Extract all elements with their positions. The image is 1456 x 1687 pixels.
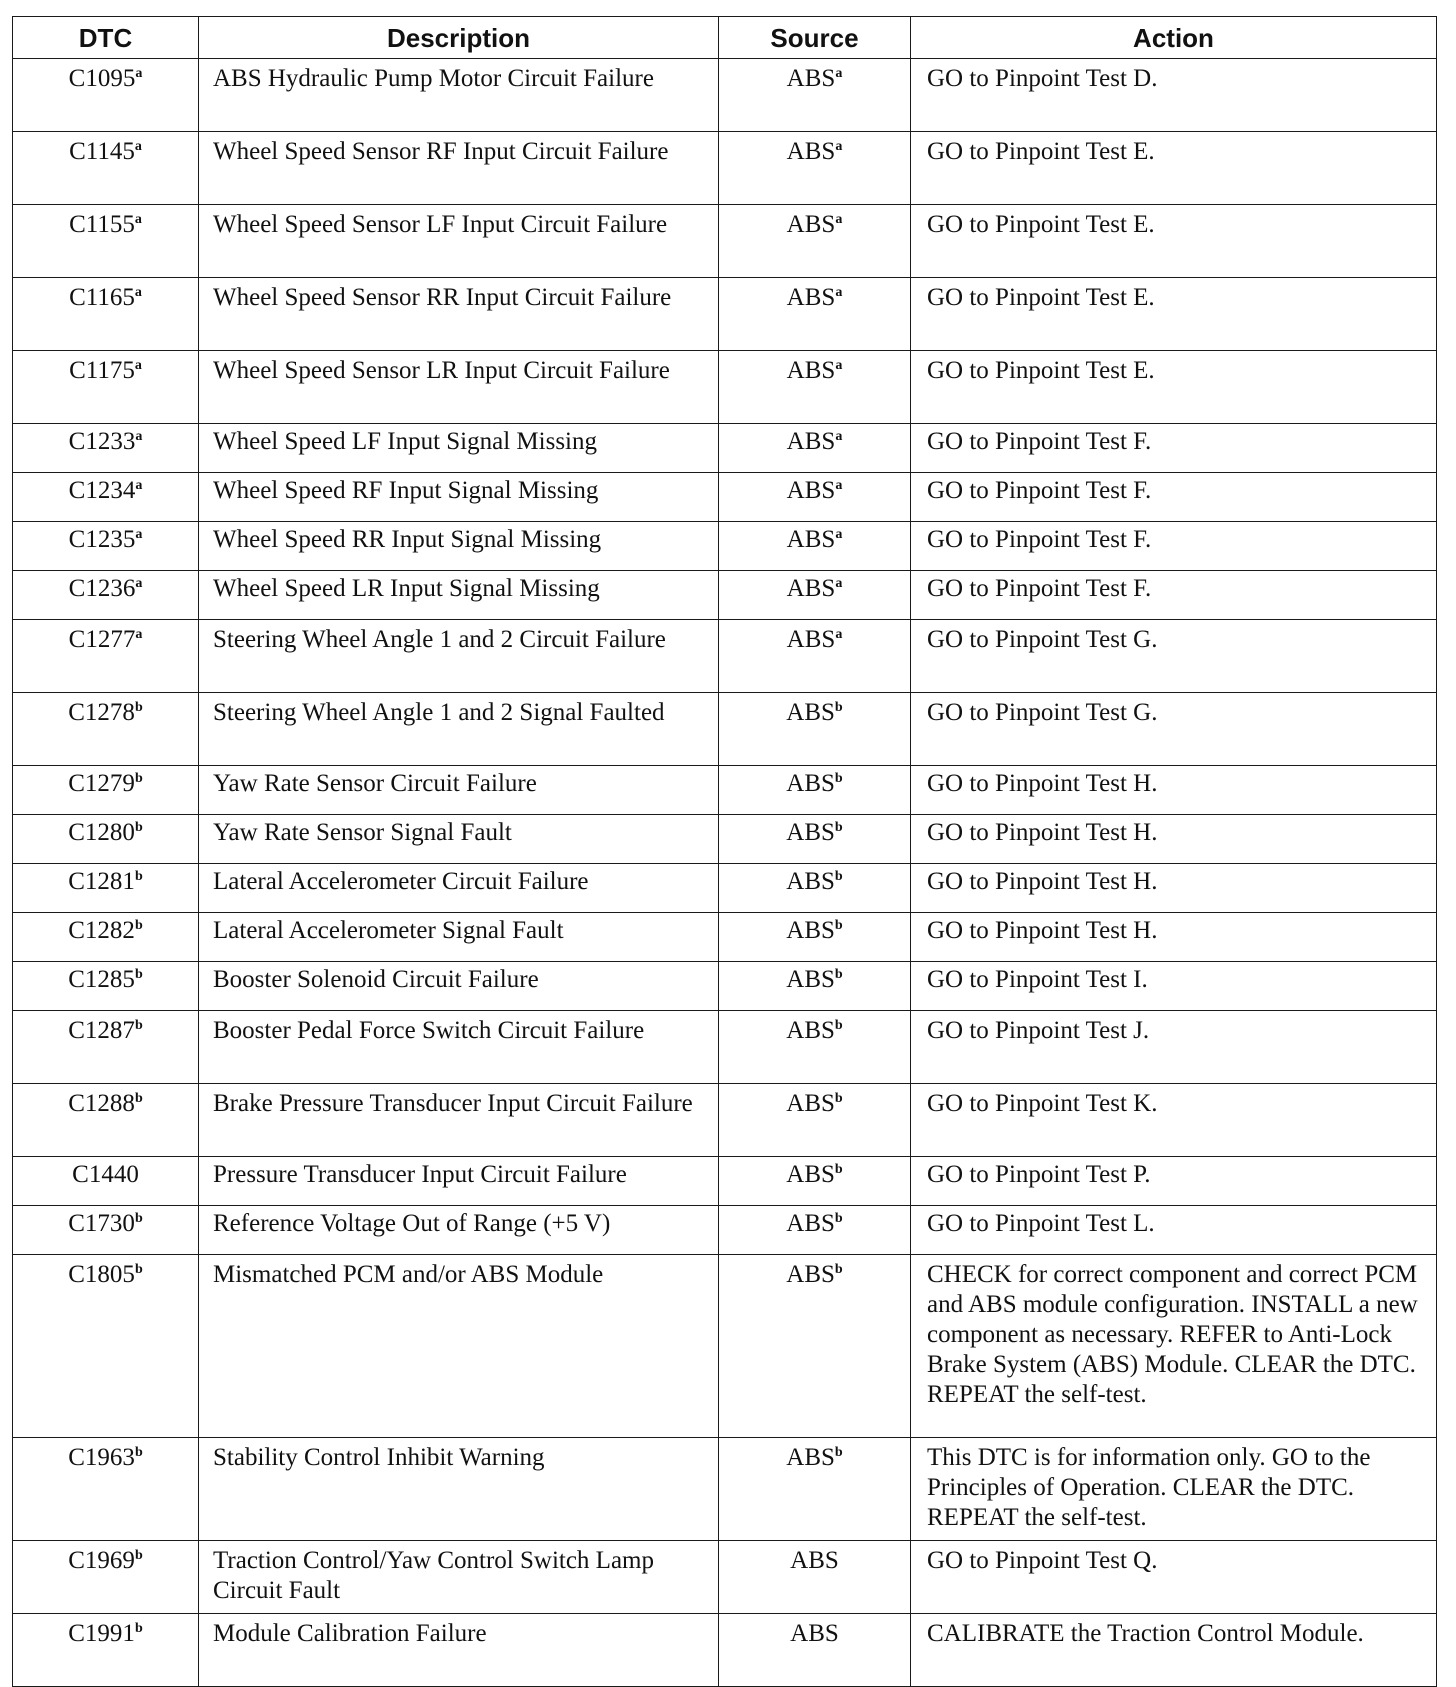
dtc-cell — [13, 1614, 199, 1687]
table-row — [13, 1614, 1437, 1687]
action-text: GO to Pinpoint Test H. — [927, 819, 1158, 846]
source-cell — [719, 59, 911, 132]
source-footnote: b — [834, 1018, 843, 1033]
description-text: Wheel Speed Sensor LF Input Circuit Failure — [213, 211, 668, 238]
dtc-code: C1991 — [68, 1620, 135, 1647]
dtc-cell — [13, 1438, 199, 1541]
action-text: GO to Pinpoint Test H. — [927, 868, 1158, 895]
dtc-code: C1730 — [68, 1210, 135, 1237]
source-cell — [719, 962, 911, 1011]
table-row — [13, 1157, 1437, 1206]
dtc-code: C1234 — [68, 477, 136, 504]
dtc-code: C1805 — [68, 1261, 135, 1288]
description-text: Wheel Speed LF Input Signal Missing — [213, 428, 597, 455]
dtc-cell — [13, 1255, 199, 1438]
source-cell — [719, 913, 911, 962]
dtc-code: C1280 — [68, 819, 135, 846]
dtc-code: C1155 — [69, 211, 135, 238]
action-cell — [911, 766, 1437, 815]
source-footnote: b — [834, 1445, 843, 1460]
action-cell — [911, 59, 1437, 132]
dtc-cell — [13, 1084, 199, 1157]
action-text: This DTC is for information only. GO to the Principles of Operation. CLEAR the DTC. REPEAT the self-test. — [927, 1444, 1371, 1531]
source-footnote: a — [835, 478, 843, 493]
description-cell — [199, 864, 719, 913]
action-cell — [911, 1614, 1437, 1687]
dtc-footnote: b — [134, 1018, 143, 1033]
dtc-footnote: a — [134, 285, 142, 300]
description-cell — [199, 424, 719, 473]
source-footnote: a — [835, 576, 843, 591]
source-footnote: b — [834, 700, 843, 715]
dtc-footnote: a — [134, 212, 142, 227]
action-cell — [911, 913, 1437, 962]
header-action: Action — [911, 17, 1437, 59]
dtc-footnote: b — [134, 1548, 143, 1563]
dtc-code: C1235 — [68, 526, 136, 553]
dtc-footnote: b — [134, 918, 143, 933]
source-footnote: a — [835, 627, 843, 642]
action-cell — [911, 1206, 1437, 1255]
description-cell — [199, 1011, 719, 1084]
dtc-code: C1278 — [68, 699, 135, 726]
action-cell — [911, 693, 1437, 766]
description-cell — [199, 1541, 719, 1614]
dtc-footnote: a — [135, 478, 143, 493]
source-cell — [719, 815, 911, 864]
dtc-cell — [13, 205, 199, 278]
table-row — [13, 1084, 1437, 1157]
source-cell — [719, 1614, 911, 1687]
action-cell — [911, 351, 1437, 424]
source-text: ABS — [786, 65, 836, 92]
action-cell — [911, 473, 1437, 522]
source-cell — [719, 864, 911, 913]
source-footnote: a — [835, 139, 843, 154]
source-cell — [719, 132, 911, 205]
dtc-footnote: b — [134, 1211, 143, 1226]
header-row — [13, 17, 1437, 59]
action-text: GO to Pinpoint Test F. — [927, 477, 1152, 504]
source-text: ABS — [790, 1620, 839, 1647]
source-cell — [719, 1438, 911, 1541]
source-text: ABS — [786, 477, 836, 504]
dtc-footnote: b — [134, 820, 143, 835]
source-footnote: a — [835, 527, 843, 542]
description-text: Lateral Accelerometer Circuit Failure — [213, 868, 589, 895]
dtc-cell — [13, 1011, 199, 1084]
source-text: ABS — [786, 138, 836, 165]
description-text: Traction Control/Yaw Control Switch Lamp Circuit Fault — [213, 1547, 654, 1604]
table-row — [13, 473, 1437, 522]
description-text: Pressure Transducer Input Circuit Failure — [213, 1161, 627, 1188]
description-text: Mismatched PCM and/or ABS Module — [213, 1261, 604, 1288]
dtc-footnote: a — [135, 627, 143, 642]
description-cell — [199, 205, 719, 278]
source-cell — [719, 424, 911, 473]
source-cell — [719, 571, 911, 620]
description-cell — [199, 571, 719, 620]
description-text: Booster Pedal Force Switch Circuit Failure — [213, 1017, 645, 1044]
table-row — [13, 1438, 1437, 1541]
dtc-footnote: b — [134, 869, 143, 884]
action-cell — [911, 1255, 1437, 1438]
source-text: ABS — [786, 819, 835, 846]
dtc-cell — [13, 278, 199, 351]
source-text: ABS — [786, 1444, 835, 1471]
dtc-code: C1165 — [69, 284, 135, 311]
table-row — [13, 815, 1437, 864]
action-cell — [911, 1541, 1437, 1614]
description-text: Brake Pressure Transducer Input Circuit Failure — [213, 1090, 693, 1117]
action-text: GO to Pinpoint Test Q. — [927, 1547, 1158, 1574]
source-footnote: a — [835, 285, 843, 300]
dtc-cell — [13, 1157, 199, 1206]
source-footnote: b — [834, 1211, 843, 1226]
action-cell — [911, 815, 1437, 864]
source-footnote: a — [835, 429, 843, 444]
description-cell — [199, 815, 719, 864]
table-row — [13, 1541, 1437, 1614]
dtc-code: C1281 — [68, 868, 135, 895]
action-cell — [911, 1011, 1437, 1084]
table-row — [13, 1255, 1437, 1438]
source-text: ABS — [786, 1161, 835, 1188]
action-cell — [911, 1438, 1437, 1541]
action-text: GO to Pinpoint Test E. — [927, 211, 1155, 238]
description-cell — [199, 1438, 719, 1541]
description-text: Wheel Speed LR Input Signal Missing — [213, 575, 600, 602]
dtc-footnote: a — [135, 66, 143, 81]
action-text: GO to Pinpoint Test F. — [927, 428, 1152, 455]
source-cell — [719, 766, 911, 815]
table-body — [13, 59, 1437, 1687]
action-cell — [911, 205, 1437, 278]
action-text: GO to Pinpoint Test J. — [927, 1017, 1150, 1044]
dtc-cell — [13, 766, 199, 815]
action-cell — [911, 571, 1437, 620]
table-row — [13, 1206, 1437, 1255]
source-footnote: b — [834, 1262, 843, 1277]
source-footnote: b — [834, 918, 843, 933]
header-description: Description — [199, 17, 719, 59]
source-cell — [719, 351, 911, 424]
description-cell — [199, 522, 719, 571]
dtc-footnote: a — [135, 527, 143, 542]
action-text: GO to Pinpoint Test E. — [927, 357, 1155, 384]
dtc-code: C1277 — [68, 626, 136, 653]
dtc-footnote: b — [134, 1445, 143, 1460]
description-text: Yaw Rate Sensor Circuit Failure — [213, 770, 537, 797]
source-footnote: a — [835, 212, 843, 227]
dtc-cell — [13, 571, 199, 620]
description-cell — [199, 1255, 719, 1438]
source-text: ABS — [786, 966, 835, 993]
action-cell — [911, 864, 1437, 913]
source-footnote: b — [834, 771, 843, 786]
description-text: Reference Voltage Out of Range (+5 V) — [213, 1210, 611, 1237]
description-cell — [199, 1614, 719, 1687]
dtc-cell — [13, 815, 199, 864]
source-text: ABS — [786, 917, 835, 944]
source-footnote: b — [834, 820, 843, 835]
action-text: GO to Pinpoint Test F. — [927, 526, 1152, 553]
source-text: ABS — [786, 575, 836, 602]
description-text: Wheel Speed RR Input Signal Missing — [213, 526, 602, 553]
description-text: Module Calibration Failure — [213, 1620, 487, 1647]
description-text: Steering Wheel Angle 1 and 2 Signal Faulted — [213, 699, 665, 726]
action-cell — [911, 620, 1437, 693]
dtc-code: C1440 — [72, 1161, 139, 1188]
dtc-code: C1279 — [68, 770, 135, 797]
table-row — [13, 693, 1437, 766]
source-text: ABS — [786, 770, 835, 797]
description-cell — [199, 766, 719, 815]
description-cell — [199, 1084, 719, 1157]
dtc-cell — [13, 132, 199, 205]
action-cell — [911, 278, 1437, 351]
dtc-cell — [13, 424, 199, 473]
source-text: ABS — [786, 1210, 835, 1237]
description-cell — [199, 620, 719, 693]
description-text: Stability Control Inhibit Warning — [213, 1444, 545, 1471]
source-footnote: b — [834, 1091, 843, 1106]
source-footnote: b — [834, 1162, 843, 1177]
description-text: Wheel Speed Sensor RF Input Circuit Failure — [213, 138, 669, 165]
description-cell — [199, 473, 719, 522]
dtc-footnote: a — [135, 429, 143, 444]
source-text: ABS — [786, 699, 835, 726]
dtc-code: C1288 — [68, 1090, 135, 1117]
dtc-cell — [13, 522, 199, 571]
source-footnote: a — [835, 358, 843, 373]
action-text: GO to Pinpoint Test P. — [927, 1161, 1151, 1188]
description-cell — [199, 913, 719, 962]
table-row — [13, 571, 1437, 620]
source-footnote: b — [834, 869, 843, 884]
dtc-code: C1095 — [68, 65, 136, 92]
source-cell — [719, 693, 911, 766]
table-row — [13, 424, 1437, 473]
source-text: ABS — [786, 626, 836, 653]
source-text: ABS — [786, 284, 836, 311]
description-cell — [199, 351, 719, 424]
table-row — [13, 1011, 1437, 1084]
dtc-cell — [13, 351, 199, 424]
source-cell — [719, 522, 911, 571]
dtc-cell — [13, 620, 199, 693]
dtc-cell — [13, 913, 199, 962]
table-row — [13, 132, 1437, 205]
table-row — [13, 620, 1437, 693]
dtc-code: C1145 — [69, 138, 135, 165]
description-text: Wheel Speed Sensor RR Input Circuit Failure — [213, 284, 672, 311]
source-text: ABS — [790, 1547, 839, 1574]
source-cell — [719, 1206, 911, 1255]
dtc-footnote: b — [134, 1262, 143, 1277]
dtc-footnote: a — [135, 576, 143, 591]
description-cell — [199, 1157, 719, 1206]
source-text: ABS — [786, 357, 836, 384]
description-text: Wheel Speed RF Input Signal Missing — [213, 477, 599, 504]
action-cell — [911, 522, 1437, 571]
source-footnote: a — [835, 66, 843, 81]
source-cell — [719, 620, 911, 693]
header-dtc: DTC — [13, 17, 199, 59]
action-cell — [911, 962, 1437, 1011]
dtc-footnote: a — [134, 139, 142, 154]
source-cell — [719, 1157, 911, 1206]
description-cell — [199, 693, 719, 766]
action-text: GO to Pinpoint Test G. — [927, 699, 1158, 726]
dtc-code: C1175 — [69, 357, 135, 384]
dtc-footnote: b — [134, 967, 143, 982]
action-text: CALIBRATE the Traction Control Module. — [927, 1620, 1364, 1647]
dtc-code: C1282 — [68, 917, 135, 944]
dtc-cell — [13, 864, 199, 913]
source-text: ABS — [786, 868, 835, 895]
action-cell — [911, 1084, 1437, 1157]
table-row — [13, 278, 1437, 351]
dtc-cell — [13, 1541, 199, 1614]
source-cell — [719, 1255, 911, 1438]
description-cell — [199, 59, 719, 132]
source-text: ABS — [786, 211, 836, 238]
source-cell — [719, 278, 911, 351]
description-cell — [199, 962, 719, 1011]
dtc-cell — [13, 1206, 199, 1255]
description-cell — [199, 132, 719, 205]
header-source: Source — [719, 17, 911, 59]
action-text: GO to Pinpoint Test H. — [927, 917, 1158, 944]
action-text: GO to Pinpoint Test L. — [927, 1210, 1155, 1237]
dtc-code: C1233 — [68, 428, 136, 455]
description-text: ABS Hydraulic Pump Motor Circuit Failure — [213, 65, 654, 92]
source-cell — [719, 1011, 911, 1084]
dtc-footnote: b — [134, 771, 143, 786]
source-cell — [719, 1541, 911, 1614]
action-text: GO to Pinpoint Test E. — [927, 138, 1155, 165]
table-row — [13, 913, 1437, 962]
dtc-footnote: b — [134, 1621, 143, 1636]
action-text: GO to Pinpoint Test E. — [927, 284, 1155, 311]
table-row — [13, 351, 1437, 424]
action-text: GO to Pinpoint Test F. — [927, 575, 1152, 602]
dtc-cell — [13, 693, 199, 766]
table-row — [13, 59, 1437, 132]
source-text: ABS — [786, 1017, 835, 1044]
description-cell — [199, 278, 719, 351]
source-text: ABS — [786, 1261, 835, 1288]
source-text: ABS — [786, 526, 836, 553]
description-text: Booster Solenoid Circuit Failure — [213, 966, 539, 993]
table-row — [13, 864, 1437, 913]
source-cell — [719, 473, 911, 522]
action-text: GO to Pinpoint Test I. — [927, 966, 1148, 993]
dtc-code: C1969 — [68, 1547, 135, 1574]
description-text: Yaw Rate Sensor Signal Fault — [213, 819, 512, 846]
action-text: GO to Pinpoint Test K. — [927, 1090, 1158, 1117]
description-cell — [199, 1206, 719, 1255]
table-row — [13, 522, 1437, 571]
dtc-footnote: b — [134, 1091, 143, 1106]
action-cell — [911, 132, 1437, 205]
action-text: CHECK for correct component and correct PCM and ABS module configuration. INSTALL a new component as necessary. REFER to Anti-Lock Brake System (ABS) Module. CLEAR the DTC. REPEAT the self-test. — [927, 1261, 1418, 1408]
action-cell — [911, 424, 1437, 473]
description-text: Wheel Speed Sensor LR Input Circuit Failure — [213, 357, 670, 384]
source-text: ABS — [786, 428, 836, 455]
dtc-cell — [13, 59, 199, 132]
dtc-code: C1963 — [68, 1444, 135, 1471]
description-text: Steering Wheel Angle 1 and 2 Circuit Failure — [213, 626, 666, 653]
source-footnote: b — [834, 967, 843, 982]
dtc-code: C1287 — [68, 1017, 135, 1044]
dtc-cell — [13, 473, 199, 522]
description-text: Lateral Accelerometer Signal Fault — [213, 917, 564, 944]
action-text: GO to Pinpoint Test H. — [927, 770, 1158, 797]
table-row — [13, 962, 1437, 1011]
action-cell — [911, 1157, 1437, 1206]
action-text: GO to Pinpoint Test G. — [927, 626, 1158, 653]
dtc-cell — [13, 962, 199, 1011]
dtc-code: C1236 — [68, 575, 136, 602]
dtc-code: C1285 — [68, 966, 135, 993]
source-text: ABS — [786, 1090, 835, 1117]
table-row — [13, 205, 1437, 278]
dtc-footnote: b — [134, 700, 143, 715]
dtc-table — [12, 16, 1437, 1687]
action-text: GO to Pinpoint Test D. — [927, 65, 1158, 92]
source-cell — [719, 1084, 911, 1157]
dtc-footnote: a — [134, 358, 142, 373]
source-cell — [719, 205, 911, 278]
table-row — [13, 766, 1437, 815]
